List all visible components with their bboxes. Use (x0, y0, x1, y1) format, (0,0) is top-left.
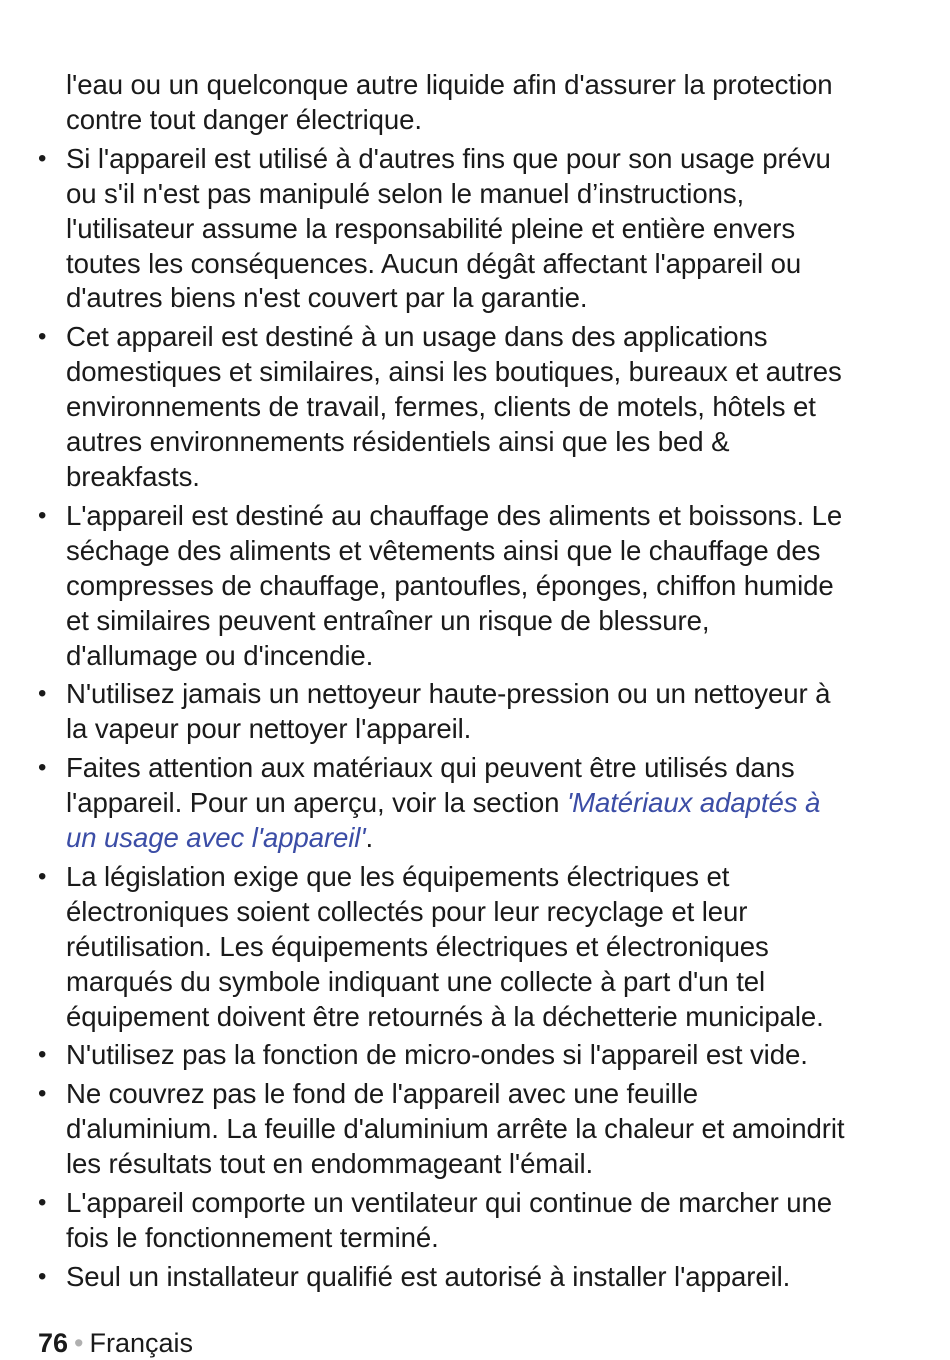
bullet-icon: • (38, 754, 47, 782)
list-item (36, 1038, 906, 1073)
list-item (36, 499, 906, 674)
safety-instructions (36, 68, 906, 1299)
text-line: L'appareil est destiné au chauffage des aliments et boissons. Le (66, 499, 843, 531)
text-line: équipement doivent être retournés à la déchetterie municipale. (66, 1000, 824, 1032)
bullet-icon: • (38, 862, 47, 890)
list-item (36, 860, 906, 1035)
text-line: ou s'il n'est pas manipulé selon le manuel d’instructions, (66, 177, 745, 209)
page-number: 76 (38, 1328, 69, 1358)
bullet-icon: • (38, 323, 47, 351)
text-line: l'utilisateur assume la responsabilité pleine et entière envers (66, 212, 796, 244)
text-segment: l'appareil. Pour un aperçu, voir la section (66, 787, 567, 819)
text-line: d'allumage ou d'incendie. (66, 639, 374, 671)
text-line: électroniques soient collectés pour leur recyclage et leur (66, 895, 748, 927)
text-line: Faites attention aux matériaux qui peuvent être utilisés dans (66, 752, 795, 784)
text-line: séchage des aliments et vêtements ainsi que le chauffage des (66, 534, 821, 566)
text-line: Cet appareil est destiné à un usage dans des applications (66, 321, 768, 353)
list-item (36, 751, 906, 856)
page-footer (38, 1326, 193, 1360)
bullet-icon: • (38, 1080, 47, 1108)
text-line: Ne couvrez pas le fond de l'appareil avec une feuille (66, 1078, 698, 1110)
text-line: toutes les conséquences. Aucun dégât affectant l'appareil ou (66, 247, 802, 279)
text-line: N'utilisez jamais un nettoyeur haute-pression ou un nettoyeur à (66, 678, 831, 710)
continuation-paragraph (36, 68, 906, 138)
list-item (36, 1186, 906, 1256)
bullet-icon: • (38, 1262, 47, 1290)
text-line: compresses de chauffage, pantoufles, éponges, chiffon humide (66, 569, 834, 601)
text-line: réutilisation. Les équipements électriques et électroniques (66, 930, 769, 962)
text-line: autres environnements résidentiels ainsi que les bed & (66, 426, 730, 458)
text-line: N'utilisez pas la fonction de micro-ondes si l'appareil est vide. (66, 1039, 808, 1071)
bullet-icon: • (38, 501, 47, 529)
text-line: d'aluminium. La feuille d'aluminium arrête la chaleur et amoindrit (66, 1113, 845, 1145)
text-line: L'appareil comporte un ventilateur qui continue de marcher une (66, 1187, 833, 1219)
text-line: contre tout danger électrique. (66, 103, 422, 135)
language-label: Français (89, 1328, 194, 1358)
bullet-icon: • (38, 680, 47, 708)
list-item (36, 1077, 906, 1182)
text-line: les résultats tout en endommageant l'émail. (66, 1148, 594, 1180)
list-item (36, 1260, 906, 1295)
list-item (36, 142, 906, 317)
text-line: environnements de travail, fermes, clients de motels, hôtels et (66, 391, 816, 423)
text-line: et similaires peuvent entraîner un risque de blessure, (66, 604, 710, 636)
text-line: marqués du symbole indiquant une collecte à part d'un tel (66, 965, 766, 997)
text-line: d'autres biens n'est couvert par la garantie. (66, 282, 588, 314)
bullet-icon: • (38, 1189, 47, 1217)
list-item (36, 677, 906, 747)
text-line: Seul un installateur qualifié est autorisé à installer l'appareil. (66, 1260, 791, 1292)
section-link[interactable]: un usage avec l'appareil' (66, 822, 366, 854)
text-line (66, 821, 906, 856)
text-line: Si l'appareil est utilisé à d'autres fins que pour son usage prévu (66, 142, 831, 174)
text-line: breakfasts. (66, 460, 200, 492)
section-link[interactable]: 'Matériaux adaptés à (566, 787, 821, 819)
text-line (66, 786, 906, 821)
bullet-icon: • (38, 144, 47, 172)
text-line: La législation exige que les équipements électriques et (66, 860, 730, 892)
separator-dot-icon: • (74, 1328, 84, 1358)
text-line: domestiques et similaires, ainsi les boutiques, bureaux et autres (66, 356, 842, 388)
text-line: la vapeur pour nettoyer l'appareil. (66, 713, 472, 745)
text-segment: . (365, 822, 374, 854)
text-line: l'eau ou un quelconque autre liquide afin d'assurer la protection (66, 69, 833, 100)
text-line: fois le fonctionnement terminé. (66, 1222, 439, 1253)
list-item (36, 320, 906, 495)
bullet-icon: • (38, 1041, 47, 1069)
